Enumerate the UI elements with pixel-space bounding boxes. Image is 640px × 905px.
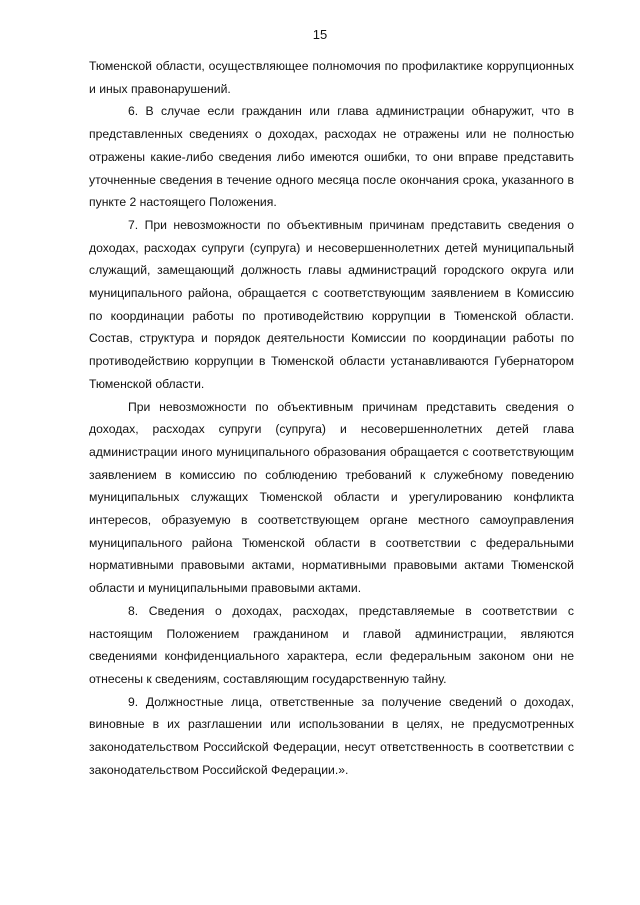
- paragraph-item-7-continued: При невозможности по объективным причинам представить сведения о доходах, расходах супруги (супруга) и несовершеннолетних детей глава администрации иного муниципального образования обращается с соответствующим заявлением в комиссию по соблюдению требований к служебному поведению муниципальных служащих Тюменской области и урегулированию конфликта интересов, образуемую в соответствующем органе местного самоуправления муниципального района Тюменской области в соответствии с федеральными нормативными правовыми актами, нормативными правовыми актами Тюменской области и муниципальными правовыми актами.: [89, 399, 574, 596]
- document-body: [89, 55, 574, 782]
- paragraph-item-8: 8. Сведения о доходах, расходах, представляемые в соответствии с настоящим Положением гражданином и главой администрации, являются сведениями конфиденциального характера, если федеральным законом они не отнесены к сведениям, составляющим государственную тайну.: [89, 603, 574, 686]
- paragraph-item-9: 9. Должностные лица, ответственные за получение сведений о доходах, виновные в их разглашении или использовании в целях, не предусмотренных законодательством Российской Федерации, несут ответственность в соответствии с законодательством Российской Федерации.».: [89, 694, 574, 777]
- page-number: 15: [312, 27, 328, 42]
- paragraph-continuation: Тюменской области, осуществляющее полномочия по профилактике коррупционных и иных правонарушений.: [89, 59, 574, 96]
- paragraph-item-7: 7. При невозможности по объективным причинам представить сведения о доходах, расходах супруги (супруга) и несовершеннолетних детей муниципальный служащий, замещающий должность главы администраций городского округа или муниципального района, обращается с соответствующим заявлением в Комиссию по координации работы по противодействию коррупции в Тюменской области. Состав, структура и порядок деятельности Комиссии по координации работы по противодействию коррупции в Тюменской области устанавливаются Губернатором Тюменской области.: [89, 217, 574, 391]
- paragraph-item-6: 6. В случае если гражданин или глава администрации обнаружит, что в представленных сведениях о доходах, расходах не отражены или не полностью отражены какие-либо сведения либо имеются ошибки, то они вправе представить уточненные сведения в течение одного месяца после окончания срока, указанного в пункте 2 настоящего Положения.: [89, 104, 574, 210]
